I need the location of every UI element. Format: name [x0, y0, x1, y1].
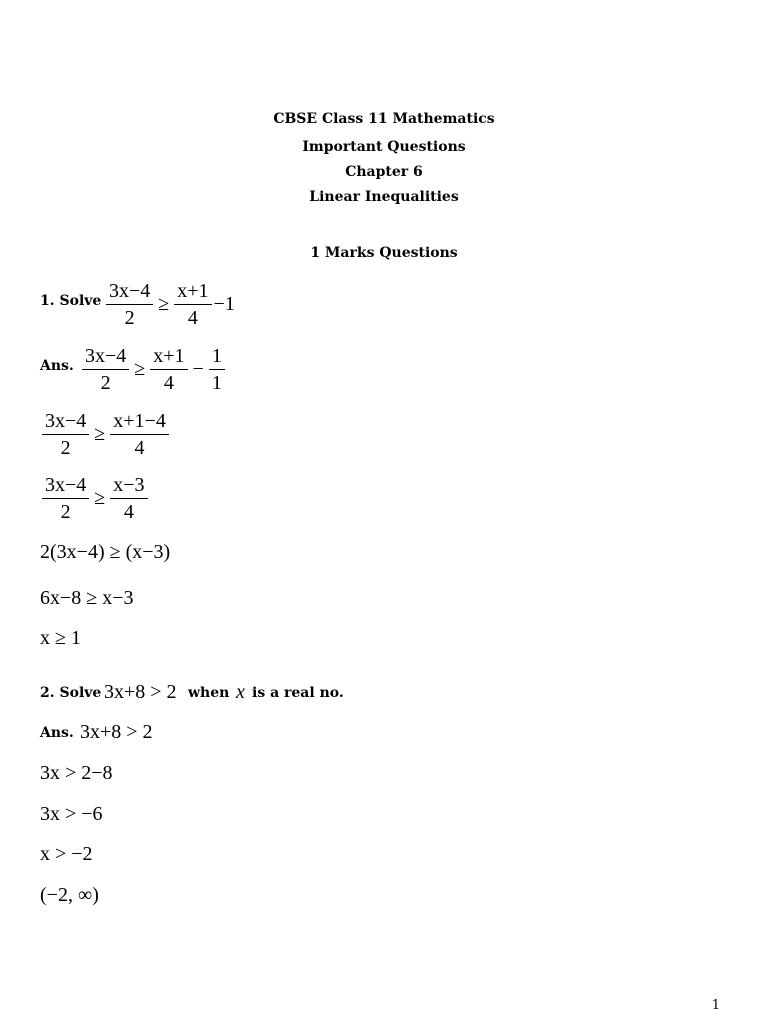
- fraction: [110, 410, 169, 459]
- operator: −: [192, 358, 204, 380]
- numerator: x+1: [174, 280, 211, 305]
- q2-label: 2. Solve: [40, 685, 102, 701]
- q2-step-2: 3x > −6: [40, 803, 103, 825]
- numerator: x+1: [150, 345, 187, 370]
- q2-answer-label: Ans.: [40, 725, 74, 741]
- denominator: 2: [100, 372, 111, 394]
- denominator: 1: [211, 372, 222, 394]
- q2-answer-expr: 3x+8 > 2: [80, 721, 153, 743]
- fraction: [42, 474, 89, 523]
- fraction: [174, 280, 211, 329]
- q1-step-1: [40, 410, 171, 459]
- q2-when: when: [188, 685, 230, 701]
- fraction: [150, 345, 187, 394]
- q1-step-4: 6x−8 ≥ x−3: [40, 587, 134, 609]
- numerator: 3x−4: [106, 280, 153, 305]
- relation: ≥: [94, 423, 106, 445]
- q2-step-1: 3x > 2−8: [40, 762, 113, 784]
- q2-question-expr: 3x+8 > 2: [104, 681, 177, 703]
- doc-title: CBSE Class 11 Mathematics: [273, 111, 495, 127]
- fraction: [106, 280, 153, 329]
- numerator: 3x−4: [42, 474, 89, 499]
- relation: ≥: [158, 293, 170, 315]
- chapter-number: Chapter 6: [345, 164, 423, 180]
- q1-step-3: 2(3x−4) ≥ (x−3): [40, 541, 171, 563]
- q2-tail: is a real no.: [252, 685, 344, 701]
- term: −1: [213, 293, 235, 315]
- numerator: 3x−4: [82, 345, 129, 370]
- q2-step-3: x > −2: [40, 843, 93, 865]
- q2-variable: x: [236, 681, 245, 703]
- q1-step-5: x ≥ 1: [40, 627, 81, 649]
- section-heading: 1 Marks Questions: [310, 245, 458, 261]
- denominator: 4: [134, 437, 145, 459]
- fraction: [110, 474, 147, 523]
- page-number: 1: [711, 998, 720, 1013]
- fraction: [42, 410, 89, 459]
- q1-answer-expr: [80, 345, 227, 394]
- numerator: 3x−4: [42, 410, 89, 435]
- q2-step-4: (−2, ∞): [40, 884, 99, 906]
- fraction: [82, 345, 129, 394]
- denominator: 2: [60, 501, 71, 523]
- q1-question-expr: [104, 280, 235, 329]
- denominator: 2: [60, 437, 71, 459]
- denominator: 4: [187, 307, 198, 329]
- denominator: 4: [163, 372, 174, 394]
- denominator: 2: [124, 307, 135, 329]
- doc-subtitle: Important Questions: [302, 139, 466, 155]
- denominator: 4: [123, 501, 134, 523]
- q1-label: 1. Solve: [40, 293, 102, 309]
- q1-answer-label: Ans.: [40, 358, 74, 374]
- q1-step-2: [40, 474, 150, 523]
- relation: ≥: [94, 487, 106, 509]
- numerator: x+1−4: [110, 410, 169, 435]
- chapter-title: Linear Inequalities: [309, 189, 459, 205]
- numerator: 1: [209, 345, 225, 370]
- fraction: [209, 345, 225, 394]
- relation: ≥: [134, 358, 146, 380]
- numerator: x−3: [110, 474, 147, 499]
